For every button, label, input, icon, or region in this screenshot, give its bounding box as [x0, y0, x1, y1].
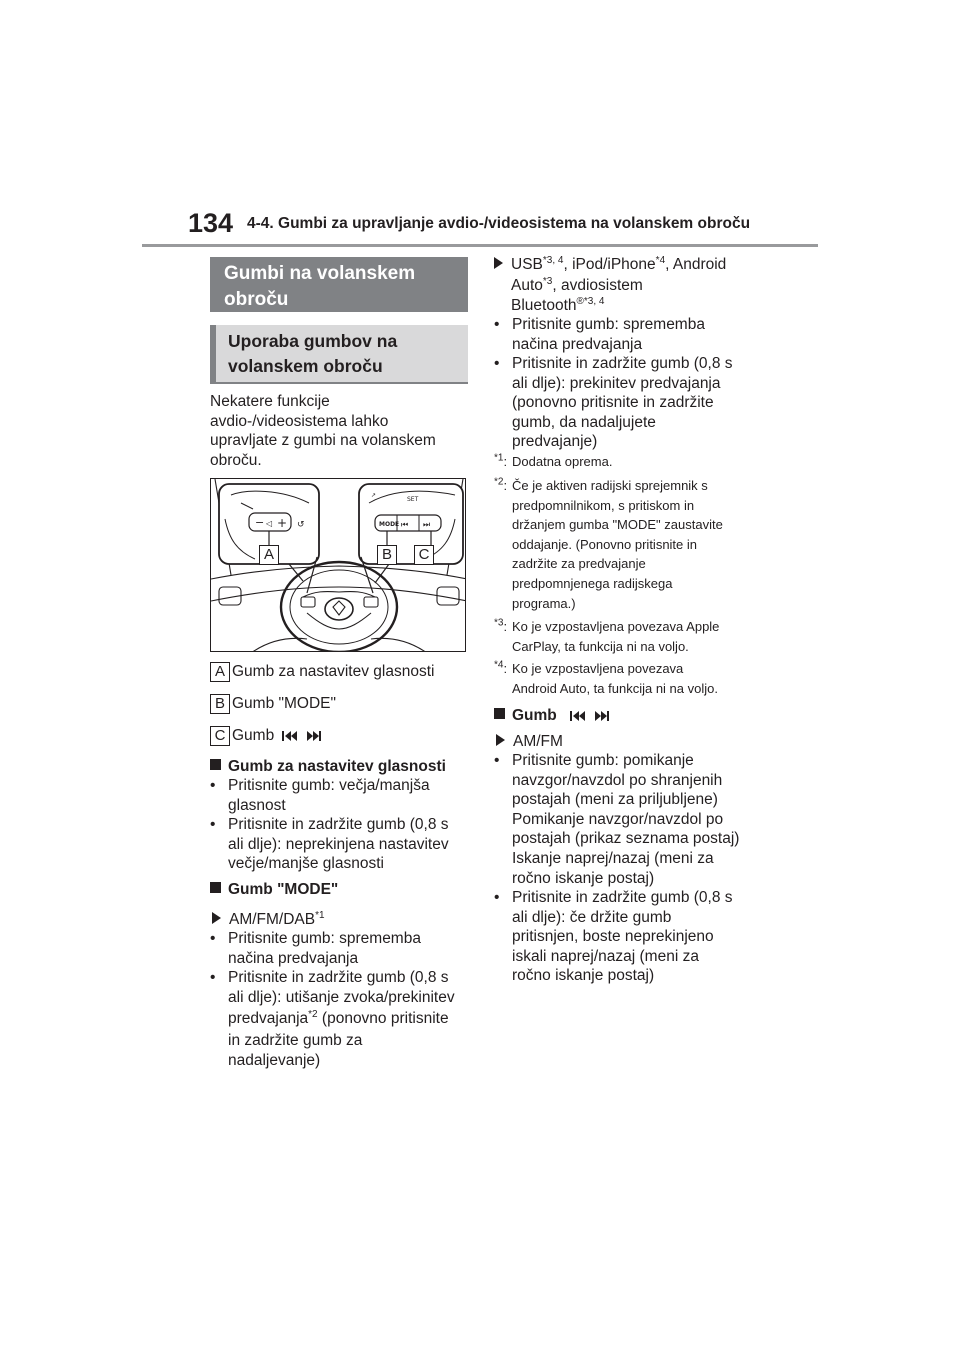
bullet-text	[228, 776, 430, 815]
footnote-line: Dodatna oprema.	[512, 454, 613, 469]
footnote-1	[494, 452, 754, 472]
triangle-bullet-icon	[494, 257, 503, 269]
left-buttons-zoom-callout	[219, 484, 319, 593]
callout-label-c: C	[414, 545, 434, 565]
footnote-line: programa.)	[512, 595, 576, 611]
footnote-line: zadržite za predvajanje	[512, 556, 646, 572]
intro-line: avdio-/videosistema lahko	[210, 412, 389, 430]
footnote-mark: $^{*1}$:	[494, 452, 508, 469]
bullet-line: (ponovno pritisnite in zadržite	[512, 394, 714, 412]
footnote-line: predpomnjenega radijskega	[512, 575, 673, 591]
usb-bullet-1	[494, 315, 754, 355]
intro-paragraph	[210, 392, 470, 470]
seek-heading-text: Gumb	[512, 707, 557, 724]
bullet-line: Pritisnite gumb: pomikanje	[512, 752, 694, 769]
legend-text-c: Gumb	[232, 727, 275, 744]
triangle-bullet-icon	[496, 734, 505, 746]
bullet-line: postajah (prikaz seznama postaj)	[512, 830, 740, 848]
bullet-line: Pritisnite in zadržite gumb (0,8 s	[228, 969, 449, 986]
legend-item-c	[210, 726, 470, 748]
volume-heading-text: Gumb za nastavitev glasnosti	[228, 758, 446, 775]
footnote-line: CarPlay, ta funkcija ni na voljo.	[512, 638, 689, 654]
source-text: Auto	[511, 277, 543, 294]
svg-text:⏭: ⏭	[423, 520, 431, 529]
footnote-4	[494, 659, 754, 699]
footnote-ref: *2	[308, 1009, 318, 1021]
svg-text:↗: ↗	[371, 492, 377, 499]
bullet-line-part: predvajanja	[228, 1010, 309, 1028]
footnote-text	[512, 617, 719, 656]
section-heading-line-1: Gumbi na volanskem	[224, 263, 416, 284]
square-bullet-icon	[210, 882, 221, 893]
seek-bullet-1	[494, 751, 754, 891]
bullet-text	[512, 315, 705, 354]
bullet-text	[228, 929, 421, 968]
mode-source-am-fm-dab	[212, 910, 325, 930]
seek-bullet-2	[494, 888, 754, 988]
legend-item-b	[210, 694, 470, 716]
bullet-line: Iskanje naprej/nazaj (meni za	[512, 849, 714, 867]
bullet-dot: •	[210, 777, 216, 794]
steering-spoke-top	[303, 592, 375, 597]
footnote-text	[512, 476, 723, 613]
footnote-ref: *1	[315, 909, 325, 921]
source-text: Bluetooth	[511, 297, 577, 314]
bullet-line: načina predvajanja	[228, 949, 359, 967]
chapter-title: 4-4. Gumbi za upravljanje avdio-/videosistema na volanskem obroču	[247, 215, 751, 232]
bullet-line: Pritisnite gumb: sprememba	[228, 930, 421, 947]
bullet-line: Pritisnite gumb: sprememba	[512, 316, 705, 333]
bullet-line: ali dlje): neprekinjena nastavitev	[228, 835, 449, 853]
bullet-line: ali dlje): utišanje zvoka/prekinitev	[228, 988, 455, 1006]
mode-bullet-1	[210, 929, 470, 969]
seek-back-forward-icon	[279, 730, 325, 742]
source-text: , avdiosistem	[552, 277, 643, 294]
footnote-mark-text: *2	[494, 476, 504, 488]
footnote-text	[512, 452, 612, 472]
source-text: USB	[511, 256, 543, 273]
mode-bullet-2	[210, 968, 470, 1088]
footnote-line: Ko je vzpostavljena povezava	[512, 661, 684, 676]
callout-label-b: B	[377, 545, 397, 565]
bullet-line: Pomikanje navzgor/navzdol po	[512, 810, 724, 828]
bullet-dot: •	[494, 752, 500, 769]
footnote-line: držanjem gumba "MODE" zaustavite	[512, 517, 723, 533]
footnote-mark: $^{*4}$:	[494, 659, 508, 676]
footnote-ref: *3	[542, 275, 553, 287]
seek-source-am-fm	[496, 732, 563, 752]
footnote-mark: $^{*3}$:	[494, 617, 508, 634]
footnote-ref: ®*3, 4	[576, 295, 605, 307]
subsection-heading-line-1: Uporaba gumbov na	[228, 331, 398, 351]
legend-text-c-wrap	[232, 726, 325, 746]
bullet-text	[228, 815, 449, 874]
right-buttons-zoom-callout	[359, 484, 463, 593]
svg-text:◁: ◁	[266, 519, 273, 528]
legend-item-a	[210, 662, 470, 684]
bullet-text	[512, 888, 733, 986]
bullet-dot: •	[494, 316, 500, 333]
legend-text-a: Gumb za nastavitev glasnosti	[232, 663, 435, 680]
square-bullet-icon	[210, 759, 221, 770]
source-text: AM/FM	[513, 733, 563, 750]
footnote-line: Ko je vzpostavljena povezava Apple	[512, 619, 720, 634]
right-spoke-buttons	[364, 597, 378, 607]
footnote-ref: *4	[655, 254, 666, 266]
bullet-dot: •	[210, 969, 216, 986]
subsection-heading	[216, 325, 468, 382]
bullet-line: ročno iskanje postaj)	[512, 967, 655, 985]
header-divider	[142, 244, 818, 247]
triangle-bullet-icon	[212, 912, 221, 924]
usb-source-line-3	[511, 296, 604, 316]
bullet-line: načina predvajanja	[512, 335, 643, 353]
steering-wheel-drawing	[211, 479, 466, 652]
legend-label-a: A	[210, 662, 230, 682]
bullet-line	[228, 1007, 473, 1031]
bullet-text	[512, 751, 739, 888]
footnote-line: oddajanje. (Ponovno pritisnite in	[512, 536, 698, 552]
mode-heading-text: Gumb "MODE"	[228, 881, 339, 898]
volume-bullet-2	[210, 815, 470, 875]
source-text: , Android	[665, 256, 727, 273]
bullet-line: ali dlje): prekinitev predvajanja	[512, 374, 721, 392]
mode-button-label: MODE	[379, 521, 400, 528]
bullet-line: postajah (meni za priljubljene)	[512, 791, 718, 809]
bullet-text	[512, 354, 733, 452]
bullet-line: predvajanje)	[512, 433, 598, 451]
volume-heading	[210, 757, 446, 776]
bullet-line: glasnost	[228, 796, 286, 814]
section-heading-line-2: obroču	[224, 289, 289, 310]
footnote-mark: $^{*2}$:	[494, 476, 508, 493]
steering-wheel-illustration	[210, 478, 466, 652]
volume-bullet-1	[210, 776, 470, 816]
set-button-label: SET	[407, 496, 419, 503]
footnote-2	[494, 476, 754, 616]
legend-label-c: C	[210, 726, 230, 746]
seek-heading	[494, 706, 613, 725]
steering-emblem	[333, 601, 345, 615]
footnote-line: Android Auto, ta funkcija ni na voljo.	[512, 680, 718, 696]
usb-source-line-2	[511, 276, 643, 296]
footnote-mark-text: *3	[494, 617, 504, 629]
bullet-line: ročno iskanje postaj)	[512, 869, 655, 887]
svg-text:⏮: ⏮	[401, 520, 409, 529]
subsection-underline	[210, 382, 468, 384]
legend-label-b: B	[210, 694, 230, 714]
section-heading	[210, 257, 468, 312]
subsection-heading-line-2: volanskem obroču	[228, 356, 383, 376]
footnote-ref: *3, 4	[542, 254, 564, 266]
bullet-dot: •	[210, 930, 216, 947]
dashboard-lower-line	[211, 587, 466, 601]
footnote-mark-text: *1	[494, 452, 504, 464]
square-bullet-icon	[494, 708, 505, 719]
source-text: , iPod/iPhone	[563, 256, 656, 273]
bullet-line: Pritisnite in zadržite gumb (0,8 s	[228, 816, 449, 833]
bullet-line: Pritisnite in zadržite gumb (0,8 s	[512, 889, 733, 906]
footnote-text	[512, 659, 718, 698]
intro-line: obroču.	[210, 451, 262, 469]
svg-text:−: −	[255, 516, 265, 529]
bullet-dot: •	[494, 355, 500, 372]
bullet-line: pritisnjen, boste neprekinjeno	[512, 928, 714, 946]
bullet-line: Pritisnite in zadržite gumb (0,8 s	[512, 355, 733, 372]
usb-source-line-1	[494, 255, 726, 275]
subsection-accent-bar	[210, 325, 216, 382]
bullet-line: Pritisnite gumb: večja/manjša	[228, 777, 430, 794]
intro-line: Nekatere funkcije	[210, 393, 330, 410]
page-number: 134	[188, 208, 234, 238]
seek-back-forward-icon	[567, 710, 613, 722]
bullet-line-part: (ponovno pritisnite	[317, 1010, 449, 1028]
source-text: AM/FM/DAB	[229, 911, 316, 928]
bullet-text	[228, 968, 473, 1070]
usb-bullet-2	[494, 354, 754, 454]
bullet-line: gumb, da nadaljujete	[512, 413, 656, 431]
bullet-dot: •	[210, 816, 216, 833]
bullet-line: nadaljevanje)	[228, 1051, 321, 1069]
footnote-3	[494, 617, 754, 657]
dashboard-line	[211, 566, 466, 579]
bullet-line: ali dlje): če držite gumb	[512, 908, 672, 926]
bullet-line: navzgor/navzdol po shranjenih	[512, 771, 723, 789]
callout-label-a: A	[259, 545, 279, 565]
footnote-line: predpomnilnikom, s pritiskom in	[512, 497, 695, 513]
legend-text-b: Gumb "MODE"	[232, 695, 337, 712]
svg-text:+: +	[277, 516, 288, 530]
mode-heading	[210, 880, 338, 899]
intro-line: upravljate z gumbi na volanskem	[210, 432, 436, 450]
left-spoke-buttons	[301, 597, 315, 607]
bullet-dot: •	[494, 889, 500, 906]
svg-text:↺: ↺	[297, 520, 305, 530]
footnote-mark-text: *4	[494, 659, 504, 671]
bullet-line: iskali naprej/nazaj (meni za	[512, 947, 699, 965]
footnote-line: Če je aktiven radijski sprejemnik s	[512, 478, 708, 493]
bullet-line: in zadržite gumb za	[228, 1032, 363, 1050]
bullet-line: večje/manjše glasnosti	[228, 855, 384, 873]
